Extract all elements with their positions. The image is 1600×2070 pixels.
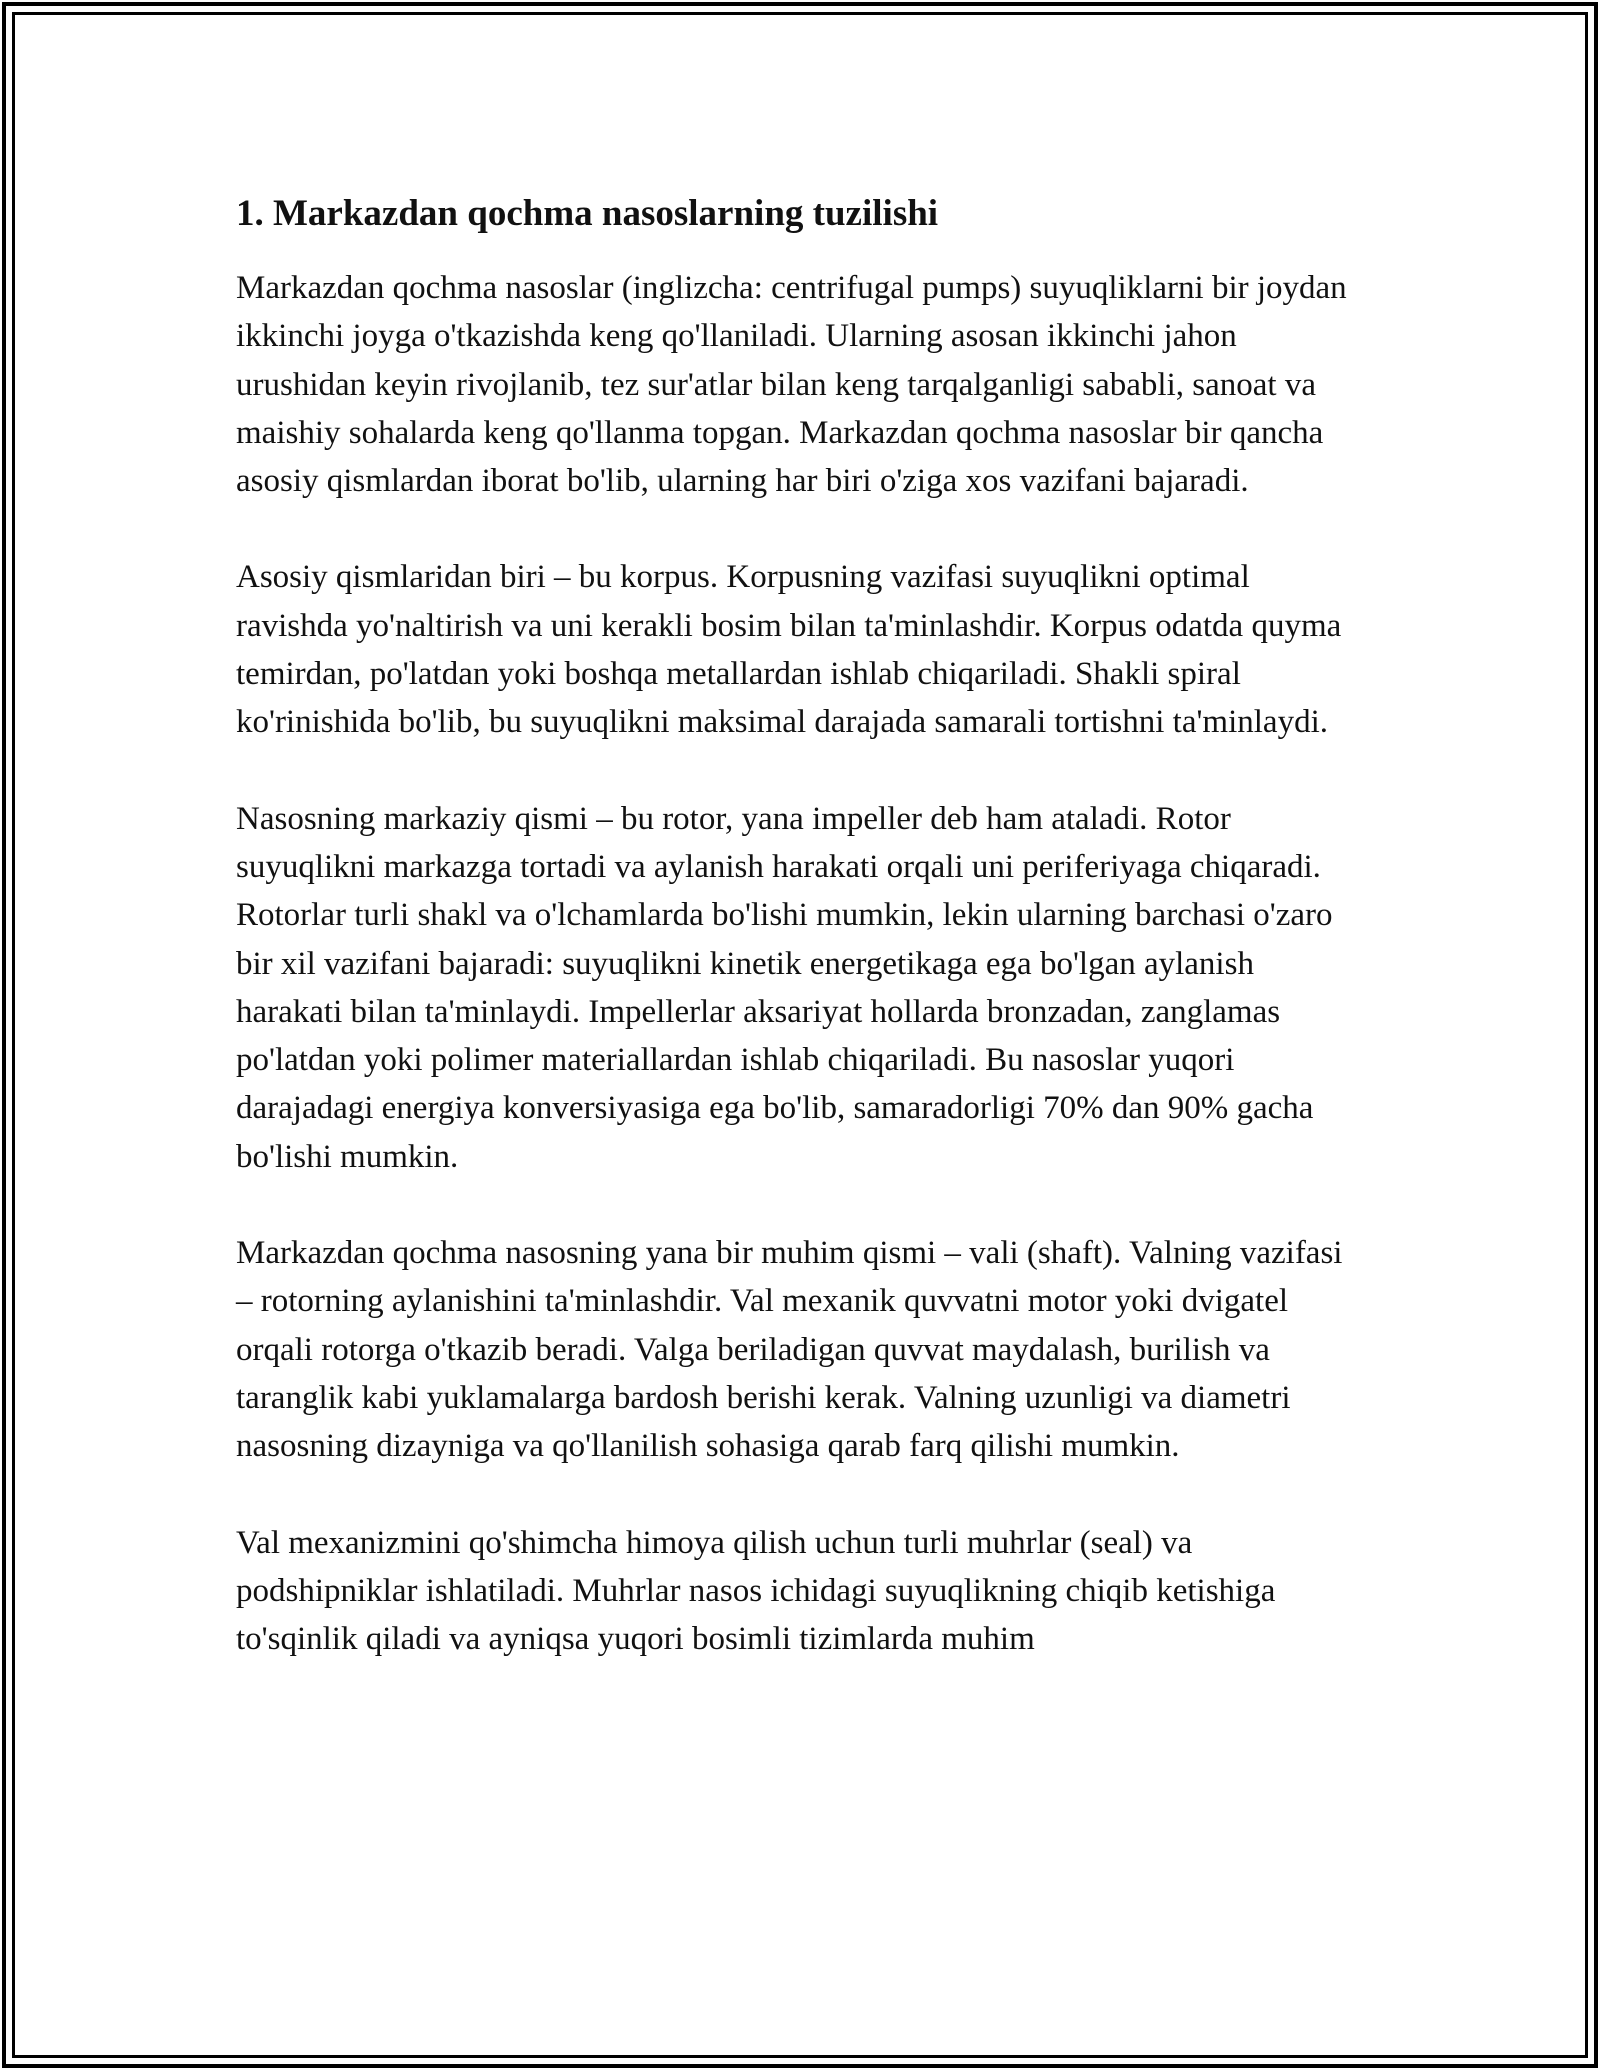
paragraph-shaft: Markazdan qochma nasosning yana bir muhim qismi – vali (shaft). Valning vazifasi – rotorning aylanishini ta'minlashdir. Val mexanik quvvatni motor yoki dvigatel orqali rotorga o'tkazib beradi. Valga beriladigan quvvat maydalash, burilish va taranglik kabi yuklamalarga bardosh berishi kerak. Valning uzunligi va diametri nasosning dizayniga va qo'llanilish sohasiga qarab farq qilishi mumkin. (236, 1235, 1343, 1465)
paragraph-rotor: Nasosning markaziy qismi – bu rotor, yana impeller deb ham ataladi. Rotor suyuqlikni markazga tortadi va aylanish harakati orqali uni periferiyaga chiqaradi. Rotorlar turli shakl va o'lchamlarda bo'lishi mumkin, lekin ularning barchasi o'zaro bir xil vazifani bajaradi: suyuqlikni kinetik energetikaga ega bo'lgan aylanish harakati bilan ta'minlaydi. Impellerlar aksariyat hollarda bronzadan, zanglamas po'latdan yoki polimer materiallardan ishlab chiqariladi. Bu nasoslar yuqori darajadagi energiya konversiyasiga ega bo'lib, samaradorligi 70% dan 90% gacha bo'lishi mumkin. (236, 800, 1333, 1175)
document-body (236, 186, 1366, 1711)
paragraph-korpus: Asosiy qismlaridan biri – bu korpus. Korpusning vazifasi suyuqlikni optimal ravishda yo'naltirish va uni kerakli bosim bilan ta'minlashdir. Korpus odatda quyma temirdan, po'latdan yoki boshqa metallardan ishlab chiqariladi. Shakli spiral ko'rinishida bo'lib, bu suyuqlikni maksimal darajada samarali tortishni ta'minlaydi. (236, 559, 1342, 741)
paragraph-seals: Val mexanizmini qo'shimcha himoya qilish uchun turli muhrlar (seal) va podshipniklar ishlatiladi. Muhrlar nasos ichidagi suyuqlikning chiqib ketishiga to'sqinlik qiladi va ayniqsa yuqori bosimli tizimlarda muhim (236, 1524, 1276, 1658)
section-heading: 1. Markazdan qochma nasoslarning tuzilishi (236, 193, 939, 234)
paragraph-intro: Markazdan qochma nasoslar (inglizcha: centrifugal pumps) suyuqliklarni bir joydan ikkinchi joyga o'tkazishda keng qo'llaniladi. Ularning asosan ikkinchi jahon urushidan keyin rivojlanib, tez sur'atlar bilan keng tarqalganligi sababli, sanoat va maishiy sohalarda keng qo'llanma topgan. Markazdan qochma nasoslar bir qancha asosiy qismlardan iborat bo'lib, ularning har biri o'ziga xos vazifani bajaradi. (236, 270, 1347, 500)
